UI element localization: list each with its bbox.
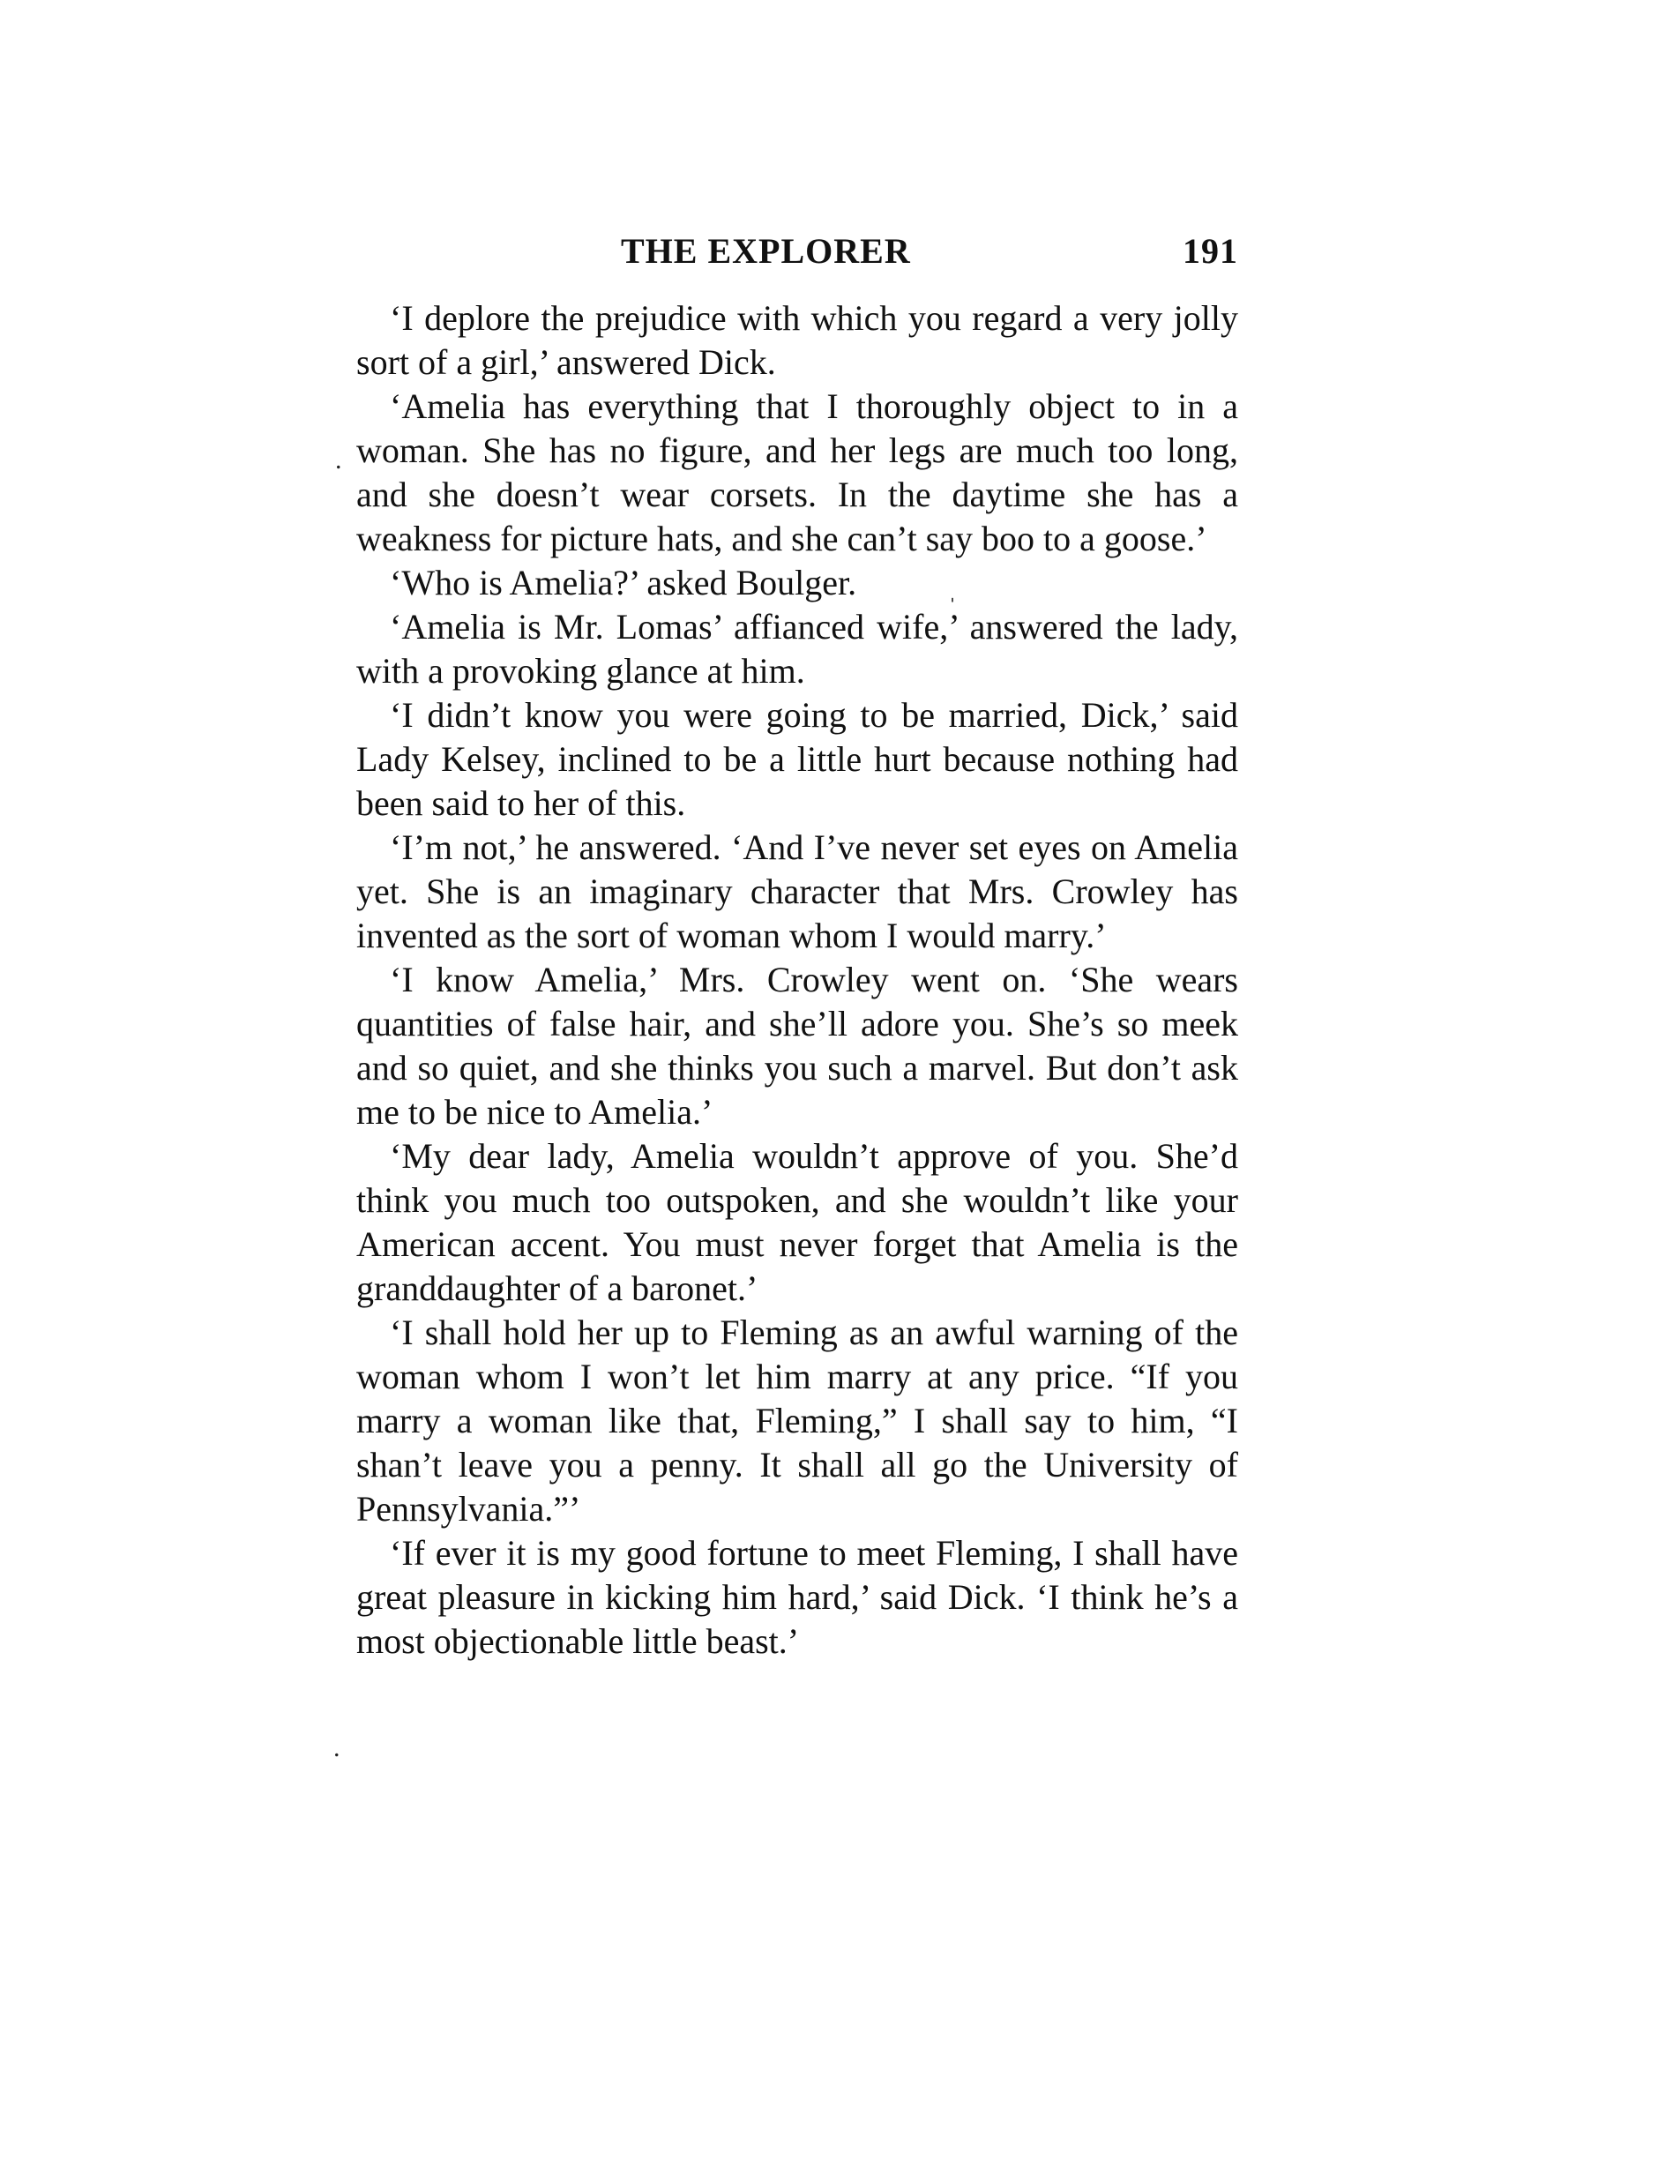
running-header (356, 225, 1238, 278)
print-speck: ˌ (948, 573, 957, 602)
body-text (356, 296, 1238, 1664)
paragraph: ‘I shall hold her up to Fleming as an awful warning of the woman whom I won’t let him marry at any price. “If you marry a woman like that, Fleming,” I shall say to him, “I shan’t leave you a penny. It shall all go the University of Pennsylvania.”’ (356, 1313, 1238, 1529)
book-page (356, 225, 1238, 1813)
running-title: THE EXPLORER (621, 231, 911, 271)
paragraph: ‘If ever it is my good fortune to meet Fleming, I shall have great pleasure in kicking him hard,’ said Dick. ‘I think he’s a most objectionable little beast.’ (356, 1533, 1238, 1661)
paragraph: ‘Amelia is Mr. Lomas’ affianced wife,’ answered the lady, with a provoking glance at him. (356, 607, 1238, 691)
paragraph: ‘I know Amelia,’ Mrs. Crowley went on. ‘She wears quantities of false hair, and she’ll adore you. She’s so meek and so quiet, and she thinks you such a marvel. But don’t ask me to be nice to Amelia.’ (356, 960, 1238, 1132)
paragraph: ‘Amelia has everything that I thoroughly object to in a woman. She has no figure, and her legs are much too long, and she doesn’t wear corsets. In the daytime she has a weakness for picture hats, and she can’t say boo to a goose.’ (356, 386, 1238, 558)
paragraph: ‘I didn’t know you were going to be married, Dick,’ said Lady Kelsey, inclined to be a little hurt because nothing had been said to her of this. (356, 695, 1238, 823)
paragraph: ‘I deplore the prejudice with which you regard a very jolly sort of a girl,’ answered Dick. (356, 298, 1238, 382)
print-speck: . (333, 1733, 340, 1762)
page-number: 191 (1183, 231, 1238, 271)
paragraph: ‘I’m not,’ he answered. ‘And I’ve never set eyes on Amelia yet. She is an imaginary character that Mrs. Crowley has invented as the sort of woman whom I would marry.’ (356, 827, 1238, 955)
paragraph: ‘Who is Amelia?’ asked Boulger. (390, 563, 857, 602)
paragraph: ‘My dear lady, Amelia wouldn’t approve of you. She’d think you much too outspoken, and she wouldn’t like your American accent. You must never forget that Amelia is the granddaughter of a baronet.’ (356, 1136, 1238, 1308)
print-speck: . (335, 445, 342, 475)
